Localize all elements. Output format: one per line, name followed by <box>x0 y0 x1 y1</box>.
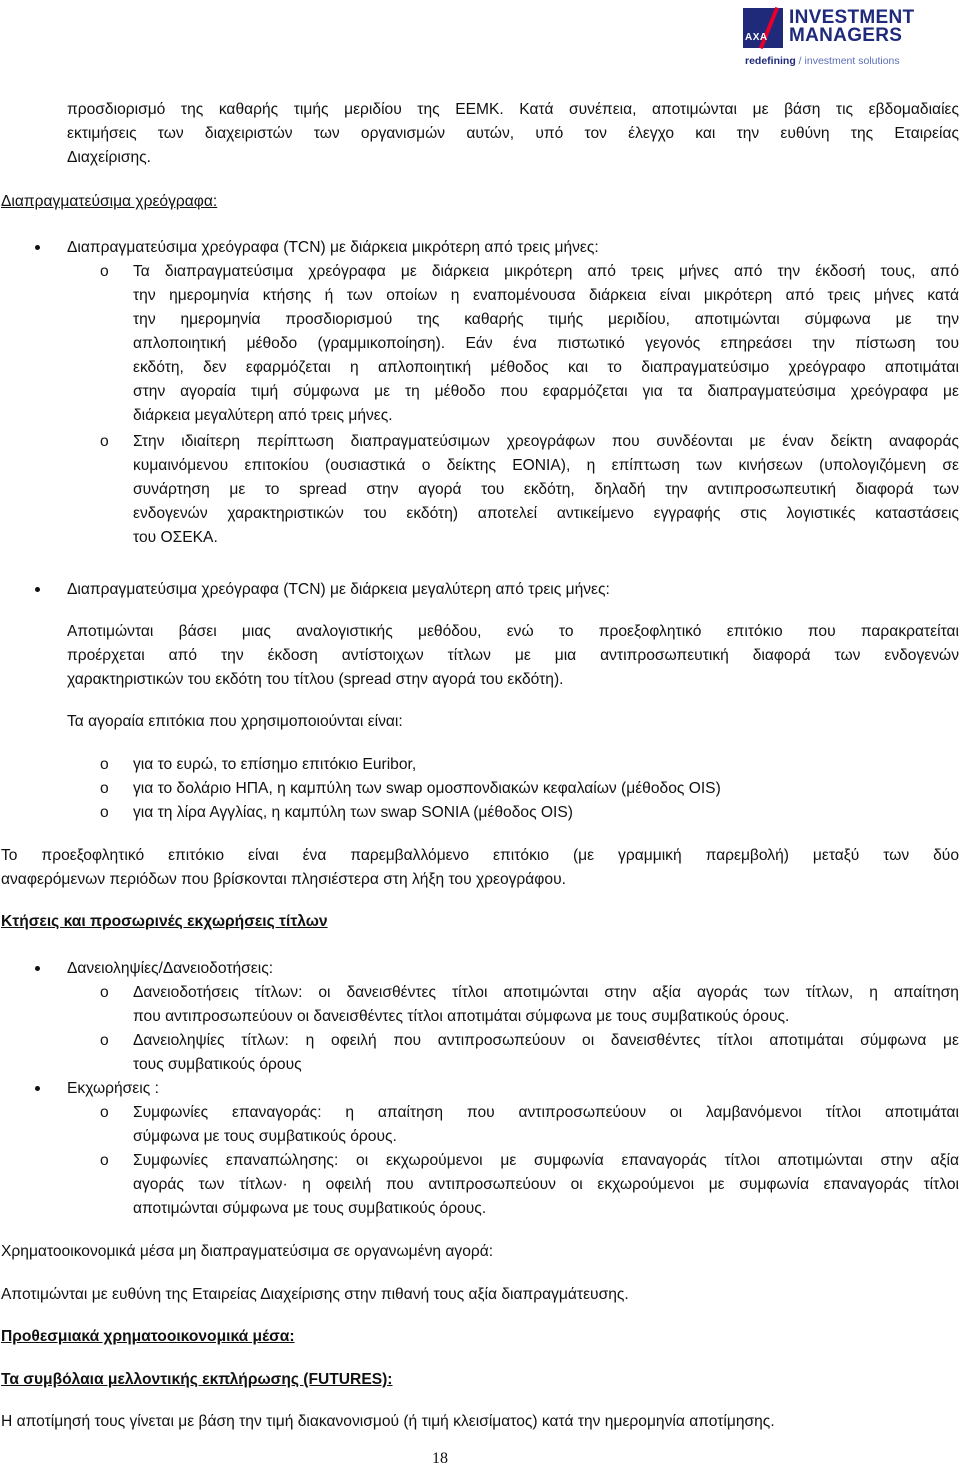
text-line: αποτιμώνται σύμφωνα με τους συμβατικούς όρους. <box>133 1200 487 1217</box>
text-line: Το προεξοφλητικό επιτόκιο είναι ένα παρεμβαλλόμενο επιτόκιο (με γραμμική παρεμβολή) μεταξύ των δύο <box>1 847 959 864</box>
bullet-item: Διαπραγματεύσιμα χρεόγραφα (TCN) με διάρκεια μικρότερη από τρεις μήνες: <box>67 239 599 256</box>
logo-tagline: redefining / investment solutions <box>745 55 900 67</box>
sub-bullet-block <box>133 1029 959 1077</box>
paragraph: Αποτιμώνται με ευθύνη της Εταιρείας Διαχείρισης στην πιθανή τους αξία διαπραγμάτευσης. <box>1 1286 629 1303</box>
circle-bullet-icon: o <box>100 780 109 797</box>
text-line: ενδογενών χαρακτηριστικών του εκδότη) αποτελεί αντικείμενο εγγραφής στις λογιστικές καταστάσεις <box>133 505 959 522</box>
text-line: Συμφωνίες επαναγοράς: η απαίτηση που αντιπροσωπεύουν οι λαμβανόμενοι τίτλοι αποτιμάται <box>133 1104 959 1121</box>
paragraph-line: εκτιμήσεις των διαχειριστών των οργανισμών αυτών, υπό τον έλεγχο και την ευθύνη της Εταιρείας <box>67 125 959 142</box>
text-line: αγοράς των τίτλων· η οφειλή που αντιπροσωπεύουν οι εκχωρούμενοι με συμφωνία επαναγοράς τίτλοι <box>133 1176 959 1193</box>
sub-bullet-block <box>133 260 959 428</box>
bullet-item: Εκχωρήσεις : <box>67 1080 159 1097</box>
text-line: διάρκεια μεγαλύτερη από τρεις μήνες. <box>133 407 393 424</box>
text-line: εκδότη, δεν εφαρμόζεται η απλοποιητική μέθοδος και το διαπραγματεύσιμο χρεόγραφο αποτιμάται <box>133 359 959 376</box>
logo-line-1: INVESTMENT <box>789 7 915 28</box>
section-heading: Τα συμβόλαια μελλοντικής εκπλήρωσης (FUTURES): <box>1 1371 393 1388</box>
bullet-icon <box>35 966 40 971</box>
text-line: o για τη λίρα Αγγλίας, η καμπύλη των swap SONIA (μέθοδος OIS) <box>100 801 960 825</box>
circle-bullet-icon: o <box>100 433 109 450</box>
paragraph-line: Διαχείρισης. <box>67 149 151 166</box>
bullet-icon <box>35 245 40 250</box>
axa-logo-icon: AXA <box>743 8 783 48</box>
circle-bullet-icon: o <box>100 804 109 821</box>
sub-bullet-block <box>133 430 959 550</box>
paragraph: Η αποτίμησή τους γίνεται με βάση την τιμή διακανονισμού (ή τιμή κλεισίματος) κατά την ημερομηνία αποτίμησης. <box>1 1413 775 1430</box>
circle-bullet-icon: o <box>100 756 109 773</box>
circle-bullet-icon: o <box>100 1152 109 1169</box>
text-line: σύμφωνα με τους συμβατικούς όρους. <box>133 1128 397 1145</box>
text-line: την ημερομηνία προσδιορισμού της καθαρής τιμής μεριδίου, αποτιμώνται σύμφωνα με την <box>133 311 959 328</box>
text-line: συνάρτηση με το spread στην αγορά του εκδότη, δηλαδή την αντιπροσωπευτική διαφορά των <box>133 481 959 498</box>
text-line: Συμφωνίες επαναπώλησης: οι εκχωρούμενοι με συμφωνία επαναγοράς τίτλοι αποτιμώνται στην αξία <box>133 1152 959 1169</box>
bullet-item: Διαπραγματεύσιμα χρεόγραφα (TCN) με διάρκεια μεγαλύτερη από τρεις μήνες: <box>67 581 610 598</box>
logo-line-2: MANAGERS <box>789 25 903 46</box>
text-line: Δανειοληψίες τίτλων: η οφειλή που αντιπροσωπεύουν οι δανεισθέντες τίτλοι αποτιμάται σύμφωνα με <box>133 1032 959 1049</box>
sub-bullet-block <box>133 1101 959 1149</box>
paragraph: Χρηματοοικονομικά μέσα μη διαπραγματεύσιμα σε οργανωμένη αγορά: <box>1 1243 494 1260</box>
text-line: o για το ευρώ, το επίσημο επιτόκιο Euribor, <box>100 753 960 777</box>
circle-bullet-icon: o <box>100 1032 109 1049</box>
page-number: 18 <box>432 1450 448 1467</box>
text-line: Αποτιμώνται βάσει μιας αναλογιστικής μεθόδου, ενώ το προεξοφλητικό επιτόκιο που παρακρατείται <box>67 623 959 640</box>
sub-bullet-block <box>133 981 959 1029</box>
text-line: Τα διαπραγματεύσιμα χρεόγραφα με διάρκεια μικρότερη από τρεις μήνες από την έκδοσή τους, από <box>133 263 959 280</box>
circle-bullet-icon: o <box>100 984 109 1001</box>
text-line: Στην ιδιαίτερη περίπτωση διαπραγματεύσιμων χρεογράφων που συνδέονται με έναν δείκτη αναφοράς <box>133 433 959 450</box>
circle-bullet-icon: o <box>100 1104 109 1121</box>
text-line: απλοποιητική μέθοδο (γραμμικοποίηση). Εάν ένα πιστωτικό γεγονός επηρεάσει την πίστωση του <box>133 335 959 352</box>
axa-im-logo <box>743 6 933 70</box>
text-line: στην αγοραία τιμή σύμφωνα με τη μέθοδο που εφαρμόζεται για τα διαπραγματεύσιμα χρεόγραφα με <box>133 383 959 400</box>
text-line: την ημερομηνία κτήσης ή των οποίων η εναπομένουσα διάρκεια είναι μικρότερη από τρεις μήνες κατά <box>133 287 959 304</box>
paragraph-block <box>1 844 959 892</box>
circle-bullet-icon: o <box>100 263 109 280</box>
paragraph-block <box>67 620 959 692</box>
bullet-icon <box>35 1086 40 1091</box>
bullet-icon <box>35 587 40 592</box>
text-line: αναφερόμενων περιόδων που βρίσκονται πλησιέστερα στη λήξη του χρεογράφου. <box>1 871 566 888</box>
bullet-item: Δανειοληψίες/Δανειοδοτήσεις: <box>67 960 274 977</box>
text-line: τους συμβατικούς όρους <box>133 1056 302 1073</box>
section-heading: Προθεσμιακά χρηματοοικονομικά μέσα: <box>1 1328 295 1345</box>
section-heading: Κτήσεις και προσωρινές εκχωρήσεις τίτλων <box>1 913 328 930</box>
text-line: χαρακτηριστικών του εκδότη του τίτλου (spread στην αγορά του εκδότη). <box>67 671 564 688</box>
rates-list <box>100 753 960 825</box>
section-heading: Διαπραγματεύσιμα χρεόγραφα: <box>1 193 218 210</box>
text-line: του ΟΣΕΚΑ. <box>133 529 218 546</box>
text-line: προέρχεται από την έκδοση αντίστοιχων τίτλων με μια αντιπροσωπευτική διαφορά των ενδογενών <box>67 647 959 664</box>
sub-bullet-block <box>133 1149 959 1221</box>
text-line: κυμαινόμενου επιτοκίου (ουσιαστικά ο δείκτης EONIA), η επίπτωση των κινήσεων (υπολογιζόμενη σε <box>133 457 959 474</box>
text-line: που αντιπροσωπεύουν οι δανεισθέντες τίτλοι αποτιμάται σύμφωνα με τους συμβατικούς όρους. <box>133 1008 790 1025</box>
paragraph-line: προσδιορισμό της καθαρής τιμής μεριδίου της ΕΕΜΚ. Κατά συνέπεια, αποτιμώνται με βάση τις εβδομαδιαίες <box>67 101 959 118</box>
text-line: Δανειοδοτήσεις τίτλων: οι δανεισθέντες τίτλοι αποτιμώνται στην αξία αγοράς των τίτλων, η απαίτηση <box>133 984 959 1001</box>
text-line: o για το δολάριο ΗΠΑ, η καμπύλη των swap ομοσπονδιακών κεφαλαίων (μέθοδος OIS) <box>100 777 960 801</box>
paragraph: Τα αγοραία επιτόκια που χρησιμοποιούνται είναι: <box>67 713 403 730</box>
